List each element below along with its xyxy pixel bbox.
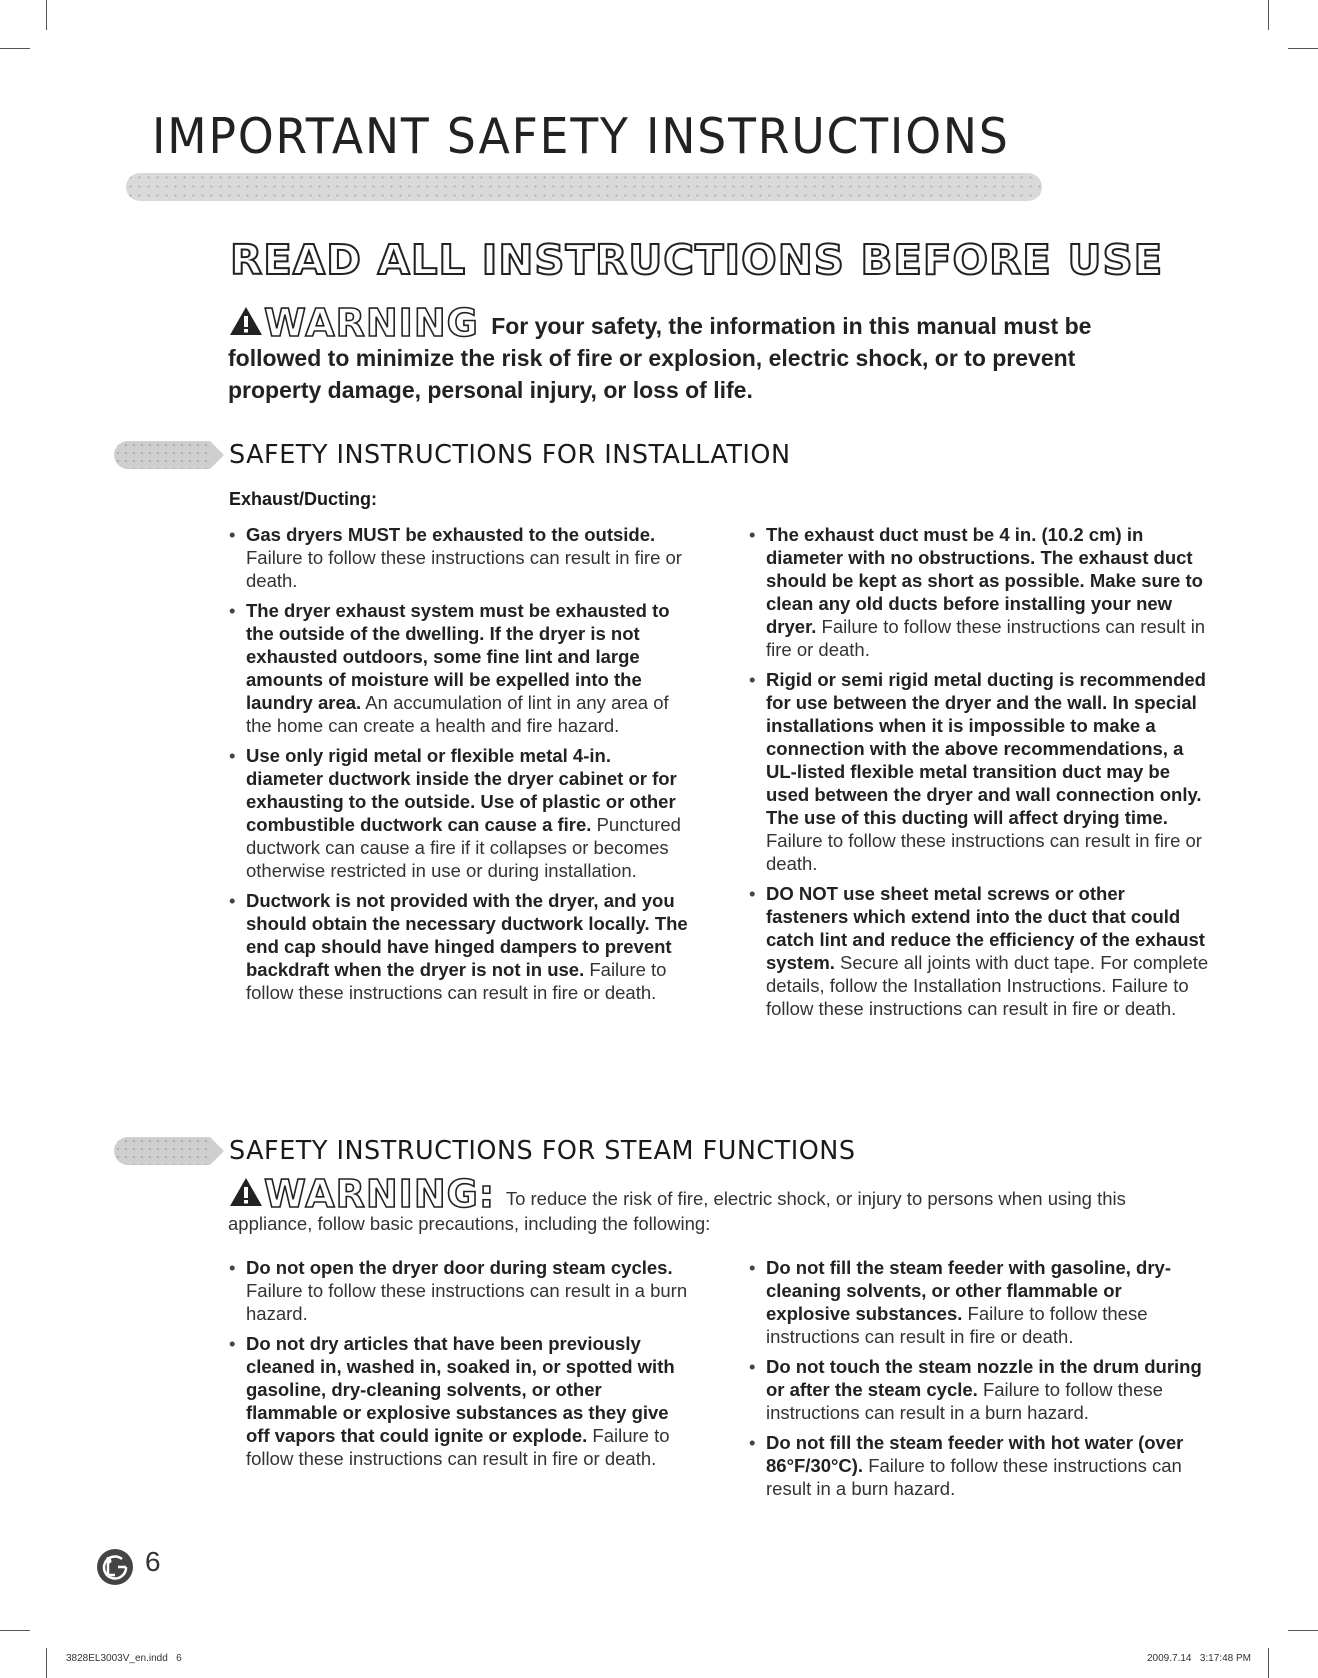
warning-intro	[228, 301, 1128, 406]
page-number: 6	[145, 1546, 161, 1577]
list-item: • The dryer exhaust system must be exhausted to the outside of the dwelling. If the dryer is not exhausted outdoors, some fine lint and large amounts of moisture will be expelled into the laundry area. An accumulation of lint in any area of the home can create a health and fire hazard.	[229, 599, 689, 737]
steam-warning	[228, 1172, 1208, 1236]
list-item: • Ductwork is not provided with the dryer, and you should obtain the necessary ductwork locally. The end cap should have hinged dampers to prevent backdraft when the dryer is not in use. Failure to follow these instructions can result in fire or death.	[229, 889, 689, 1004]
warning-triangle-icon	[228, 305, 264, 337]
exhaust-subhead: Exhaust/Ducting:	[229, 489, 378, 509]
steam-left-list	[229, 1256, 689, 1477]
warning-text: For your safety, the information in this manual must be followed to minimize the risk of fire or explosion, electric shock, or to prevent property damage, personal injury, or loss of life.	[228, 313, 1092, 403]
footer-timestamp: 2009.7.14 3:17:48 PM	[1147, 1653, 1251, 1664]
section-title-steam: SAFETY INSTRUCTIONS FOR STEAM FUNCTIONS	[229, 1136, 856, 1166]
section-title-installation: SAFETY INSTRUCTIONS FOR INSTALLATION	[229, 440, 791, 470]
steam-right-list	[749, 1256, 1209, 1507]
list-item: • Do not fill the steam feeder with gasoline, dry-cleaning solvents, or other flammable or explosive substances. Failure to follow these instructions can result in fire or death.	[749, 1256, 1209, 1348]
installation-right-list	[749, 523, 1209, 1027]
steam-warning-label: WARNING:	[264, 1172, 496, 1216]
footer-file: 3828EL3003V_en.indd 6	[66, 1653, 182, 1664]
list-item: • The exhaust duct must be 4 in. (10.2 cm) in diameter with no obstructions. The exhaust duct should be kept as short as possible. Make sure to clean any old ducts before installing your new dryer. Failure to follow these instructions can result in fire or death.	[749, 523, 1209, 661]
installation-left-list	[229, 523, 689, 1011]
list-item: • Use only rigid metal or flexible metal 4-in. diameter ductwork inside the dryer cabinet or for exhausting to the outside. Use of plastic or other combustible ductwork can cause a fire. Punctured ductwork can cause a fire if it collapses or becomes otherwise restricted in use or during installation.	[229, 744, 689, 882]
list-item: • Do not dry articles that have been previously cleaned in, washed in, soaked in, or spotted with gasoline, dry-cleaning solvents, or other flammable or explosive substances as they give off vapors that could ignite or explode. Failure to follow these instructions can result in fire or death.	[229, 1332, 689, 1470]
warning-block-top	[228, 301, 1128, 406]
warning-label: WARNING	[264, 301, 479, 345]
section-bullet-icon	[114, 441, 210, 469]
list-item: • Do not touch the steam nozzle in the drum during or after the steam cycle. Failure to follow these instructions can result in a burn hazard.	[749, 1355, 1209, 1424]
page-title: IMPORTANT SAFETY INSTRUCTIONS	[152, 108, 1010, 165]
list-item: • Rigid or semi rigid metal ducting is recommended for use between the dryer and the wall. In special installations when it is impossible to make a connection with the above recommendations, a UL-listed flexible metal transition duct may be used between the dryer and wall connection only. The use of this ducting will affect drying time. Failure to follow these instructions can result in fire or death.	[749, 668, 1209, 875]
list-item: • DO NOT use sheet metal screws or other fasteners which extend into the duct that could catch lint and reduce the efficiency of the exhaust system. Secure all joints with duct tape. For complete details, follow the Installation Instructions. Failure to follow these instructions can result in fire or death.	[749, 882, 1209, 1020]
warning-triangle-icon	[228, 1176, 264, 1208]
steam-warning-text: To reduce the risk of fire, electric shock, or injury to persons when using this appliance, follow basic precautions, including the following:	[228, 1188, 1126, 1234]
title-decorative-bar	[126, 173, 1042, 201]
section-bullet-icon	[114, 1137, 210, 1165]
list-item: • Gas dryers MUST be exhausted to the outside. Failure to follow these instructions can result in fire or death.	[229, 523, 689, 592]
list-item: • Do not fill the steam feeder with hot water (over 86°F/30°C). Failure to follow these instructions can result in a burn hazard.	[749, 1431, 1209, 1500]
lg-logo-icon	[96, 1548, 134, 1586]
read-all-heading: READ ALL INSTRUCTIONS BEFORE USE	[230, 236, 1164, 284]
list-item: • Do not open the dryer door during steam cycles. Failure to follow these instructions can result in a burn hazard.	[229, 1256, 689, 1325]
